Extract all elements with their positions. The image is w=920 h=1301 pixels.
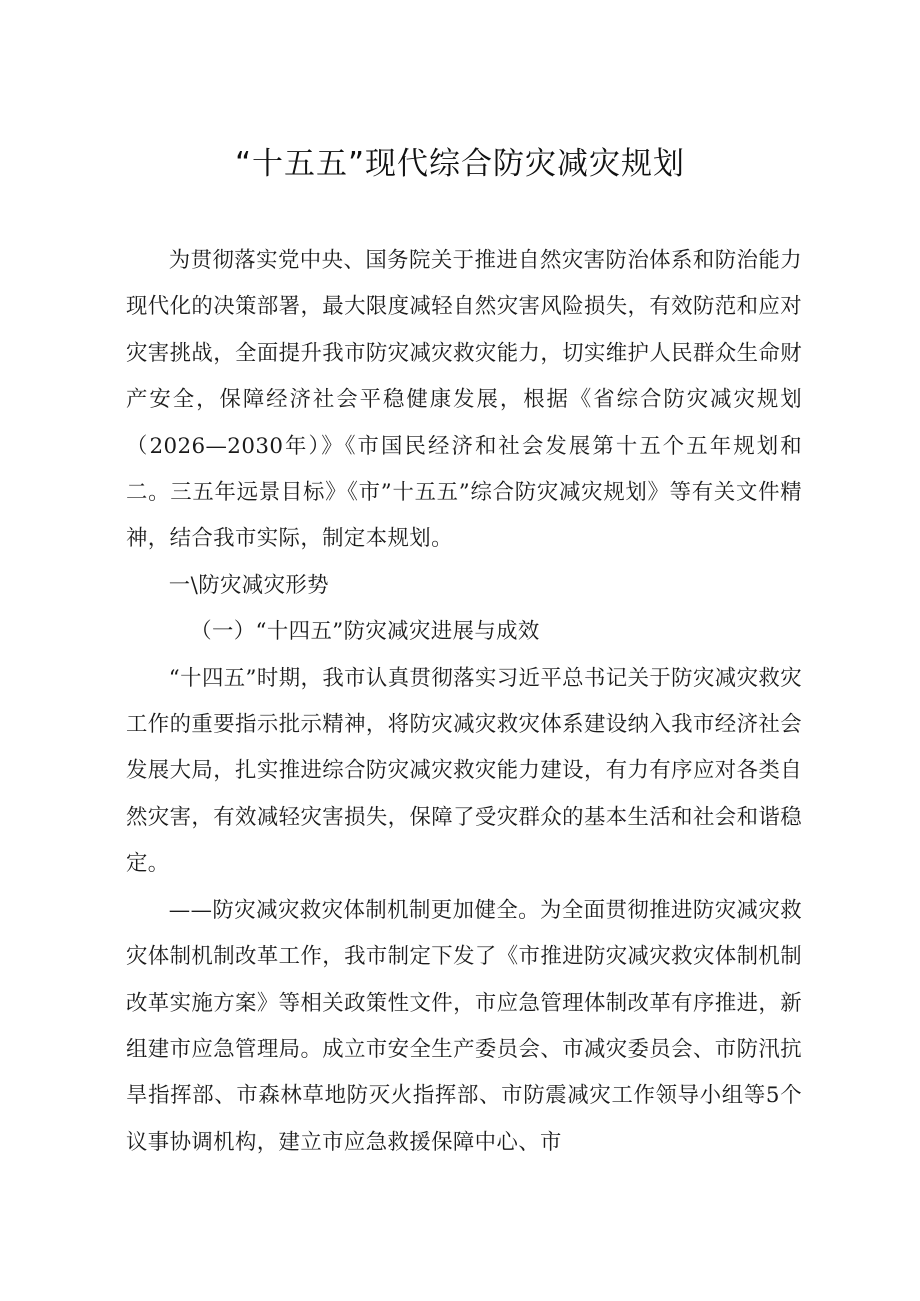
document-title: “十五五”现代综合防灾减灾规划	[234, 146, 686, 182]
progress-paragraph: “十四五”时期，我市认真贯彻落实习近平总书记关于防灾减灾救灾工作的重要指示批示精神，将防灾减灾救灾体系建设纳入我市经济社会发展大局，扎实推进综合防灾减灾救灾能力建设，有力有序应对各类自然灾害，有效减轻灾害损失，保障了受灾群众的基本生活和社会和谐稳定。	[126, 665, 802, 877]
section-heading: 一\防灾减灾形势	[168, 572, 329, 598]
subsection-heading: （一）“十四五”防灾减灾进展与成效	[190, 619, 540, 645]
intro-paragraph: 为贯彻落实党中央、国务院关于推进自然灾害防治体系和防治能力现代化的决策部署，最大限度减轻自然灾害风险损失，有效防范和应对灾害挑战，全面提升我市防灾减灾救灾能力，切实维护人民群众生命财产安全，保障经济社会平稳健康发展，根据《省综合防灾减灾规划（2026—2030年）》《市国民经济和社会发展第十五个五年规划和二。三五年远景目标》《市”十五五”综合防灾减灾规划》等有关文件精神，结合我市实际，制定本规划。	[126, 248, 802, 552]
document-body	[126, 238, 802, 1166]
mechanism-paragraph: ——防灾减灾救灾体制机制更加健全。为全面贯彻推进防灾减灾救灾体制机制改革工作，我市制定下发了《市推进防灾减灾救灾体制机制改革实施方案》等相关政策性文件，市应急管理体制改革有序推进，新组建市应急管理局。成立市安全生产委员会、市减灾委员会、市防汛抗旱指挥部、市森林草地防灭火指挥部、市防震减灾工作领导小组等5个议事协调机构，建立市应急救援保障中心、市	[126, 897, 802, 1155]
